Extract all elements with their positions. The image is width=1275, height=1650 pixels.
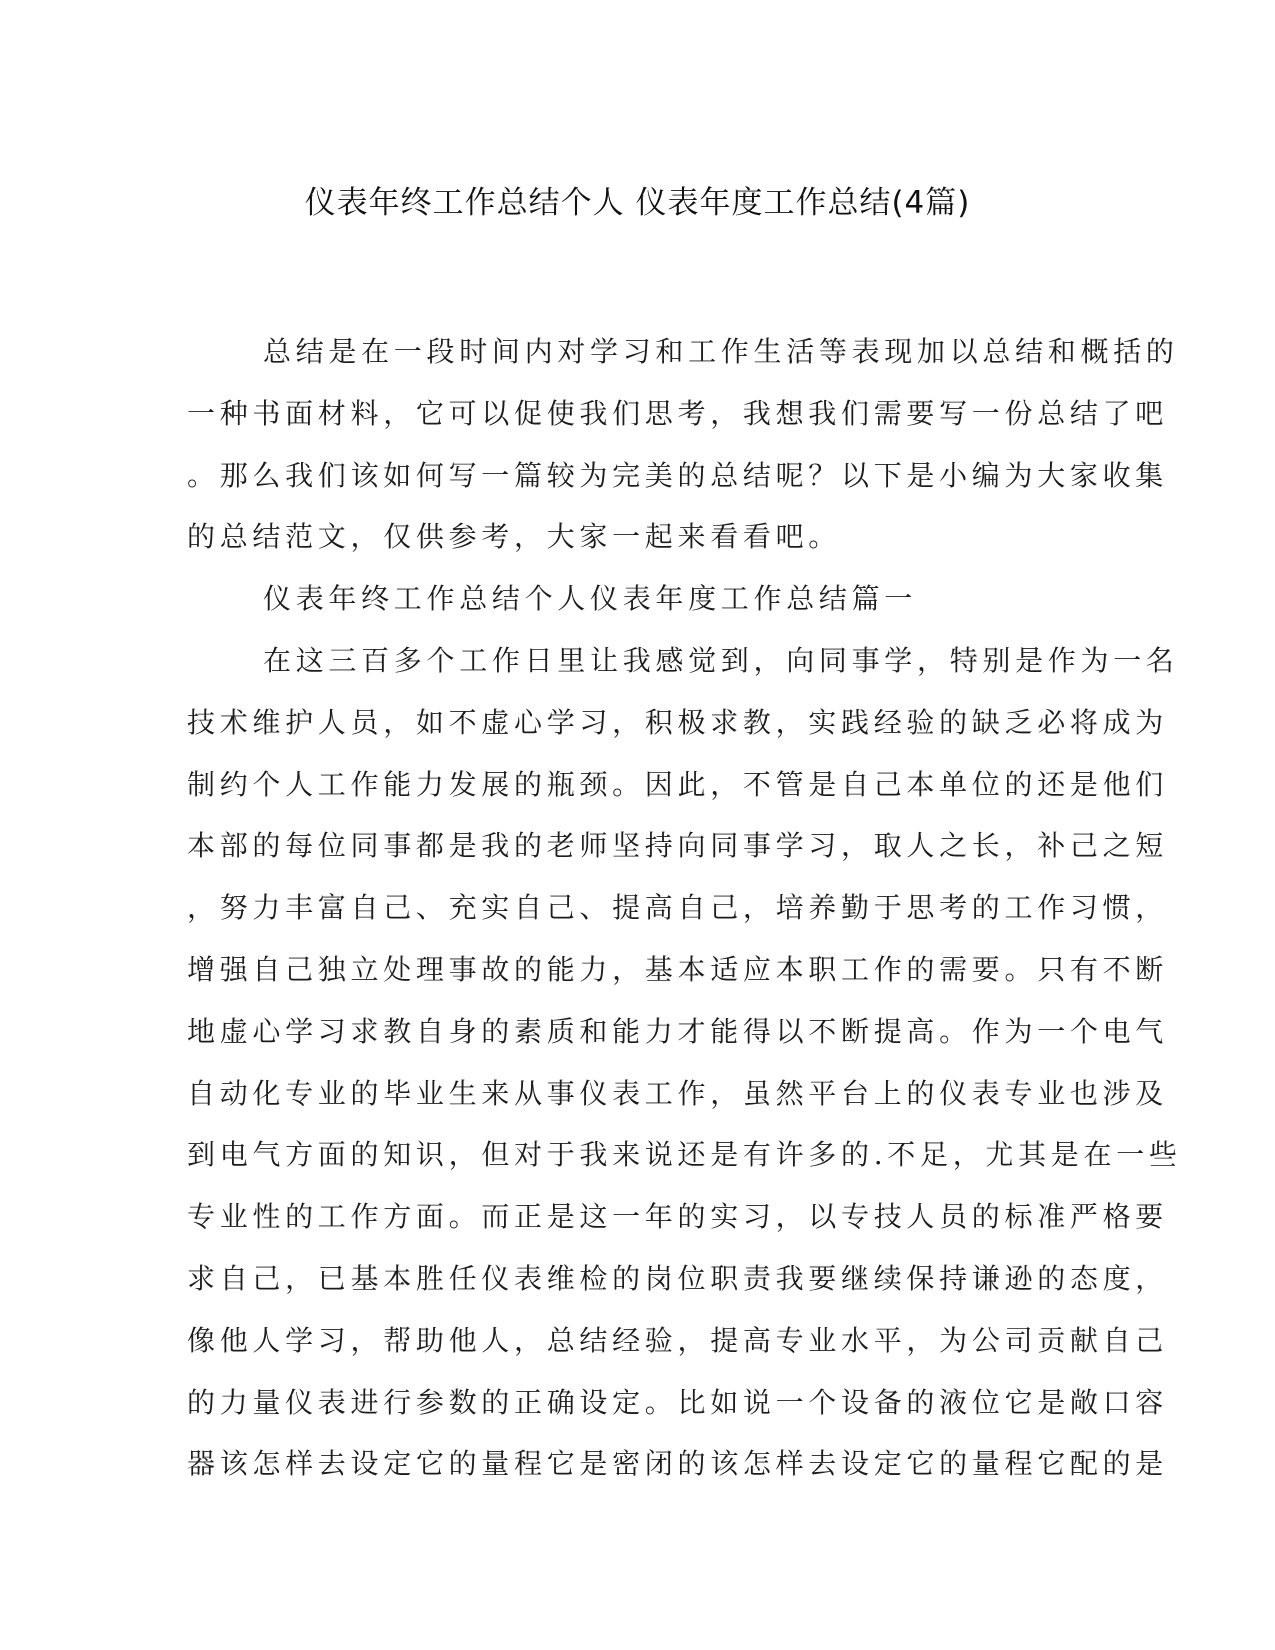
- document-title: 仪表年终工作总结个人 仪表年度工作总结(4篇): [304, 185, 971, 221]
- paragraph-line: 的力量仪表进行参数的正确设定。比如说一个设备的液位它是敞口容: [187, 1385, 1169, 1419]
- paragraph-line: 总结是在一段时间内对学习和工作生活等表现加以总结和概括的: [263, 335, 1179, 368]
- paragraph-line: 像他人学习，帮助他人，总结经验，提高专业水平，为公司贡献自己: [187, 1323, 1169, 1357]
- document-body: [187, 330, 1182, 1504]
- paragraph-line: 。那么我们该如何写一篇较为完美的总结呢？以下是小编为大家收集: [187, 458, 1169, 492]
- paragraph-line: 专业性的工作方面。而正是这一年的实习，以专技人员的标准严格要: [187, 1200, 1169, 1234]
- section-heading: 仪表年终工作总结个人仪表年度工作总结篇一: [263, 582, 918, 616]
- paragraph-line: 技术维护人员，如不虚心学习，积极求教，实践经验的缺乏必将成为: [187, 705, 1169, 739]
- paragraph-line: 器该怎样去设定它的量程它是密闭的该怎样去设定它的量程它配的是: [187, 1447, 1169, 1481]
- paragraph-line: ，努力丰富自己、充实自己、提高自己，培养勤于思考的工作习惯，: [187, 891, 1169, 925]
- paragraph-line: 增强自己独立处理事故的能力，基本适应本职工作的需要。只有不断: [187, 952, 1169, 986]
- paragraph-line: 制约个人工作能力发展的瓶颈。因此，不管是自己本单位的还是他们: [187, 767, 1169, 801]
- paragraph-line: 到电气方面的知识，但对于我来说还是有许多的.不足，尤其是在一些: [187, 1138, 1182, 1172]
- paragraph-line: 求自己，已基本胜任仪表维检的岗位职责我要继续保持谦逊的态度，: [187, 1261, 1169, 1295]
- paragraph-line: 本部的每位同事都是我的老师坚持向同事学习，取人之长，补己之短: [187, 829, 1169, 863]
- paragraph-line: 一种书面材料，它可以促使我们思考，我想我们需要写一份总结了吧: [187, 396, 1169, 430]
- paragraph-line: 地虚心学习求教自身的素质和能力才能得以不断提高。作为一个电气: [187, 1014, 1169, 1048]
- paragraph-line: 在这三百多个工作日里让我感觉到，向同事学，特别是作为一名: [263, 643, 1179, 677]
- paragraph-line: 自动化专业的毕业生来从事仪表工作，虽然平台上的仪表专业也涉及: [187, 1076, 1169, 1110]
- paragraph-line: 的总结范文，仅供参考，大家一起来看看吧。: [187, 520, 842, 554]
